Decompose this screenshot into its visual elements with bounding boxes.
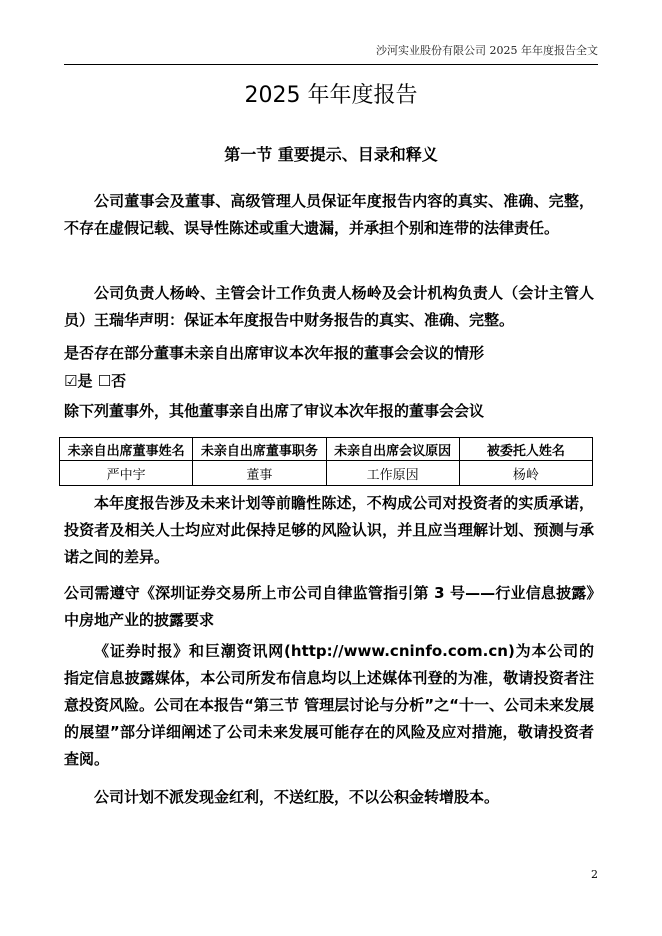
- table-header-cell: 未亲自出席董事职务: [193, 438, 326, 461]
- page-number: 2: [591, 868, 598, 881]
- yes-label: 是: [77, 372, 93, 390]
- table-row: [60, 461, 593, 486]
- board-guarantee-statement: 公司董事会及董事、高级管理人员保证年度报告内容的真实、准确、完整，不存在虚假记载、误导性陈述或重大遗漏，并承担个别和连带的法律责任。: [64, 192, 594, 237]
- no-label: 否: [111, 372, 127, 390]
- running-header-title: 沙河实业股份有限公司 2025 年年度报告全文: [376, 44, 598, 57]
- no-checkbox-unchecked: ☐: [97, 372, 112, 390]
- absent-directors-intro: 除下列董事外，其他董事亲自出席了审议本次年报的董事会会议: [64, 402, 485, 420]
- absent-directors-table: [59, 437, 593, 486]
- table-header-cell: 未亲自出席会议原因: [326, 438, 459, 461]
- industry-disclosure-requirement: 公司需遵守《深圳证券交易所上市公司自律监管指引第 3 号——行业信息披露》中房地产业的披露要求: [64, 584, 594, 629]
- yes-checkbox-checked: ☑: [64, 372, 78, 390]
- table-cell: 杨岭: [459, 461, 592, 486]
- section-title: 第一节 重要提示、目录和释义: [224, 145, 438, 164]
- table-cell: 董事: [193, 461, 326, 486]
- running-header: [64, 40, 598, 65]
- table-header-cell: 被委托人姓名: [459, 438, 592, 461]
- forward-looking-statement: 本年度报告涉及未来计划等前瞻性陈述，不构成公司对投资者的实质承诺，投资者及相关人士均应对此保持足够的风险认识，并且应当理解计划、预测与承诺之间的差异。: [64, 494, 594, 566]
- absent-directors-question: 是否存在部分董事未亲自出席审议本次年报的董事会会议的情形: [64, 344, 485, 362]
- report-title: 2025 年年度报告: [244, 83, 418, 108]
- responsible-persons-statement: 公司负责人杨岭、主管会计工作负责人杨岭及会计机构负责人（会计主管人员）王瑞华声明：保证本年度报告中财务报告的真实、准确、完整。: [64, 284, 594, 329]
- table-cell: 严中宇: [60, 461, 193, 486]
- table-header-cell: 未亲自出席董事姓名: [60, 438, 193, 461]
- table-header-row: [60, 438, 593, 461]
- dividend-plan-statement: 公司计划不派发现金红利，不送红股，不以公积金转增股本。: [94, 788, 500, 806]
- absent-directors-answer: [64, 368, 594, 395]
- media-and-risk-statement: 《证券时报》和巨潮资讯网(http://www.cninfo.com.cn)为本公司的指定信息披露媒体，本公司所发布信息均以上述媒体刊登的为准，敬请投资者注意投资风险。公司在本报告“第三节 管理层讨论与分析”之“十一、公司未来发展的展望”部分详细阐述了公司未来发展可能存在的风险及应对措施，敬请投资者查阅。: [64, 642, 594, 768]
- table-cell: 工作原因: [326, 461, 459, 486]
